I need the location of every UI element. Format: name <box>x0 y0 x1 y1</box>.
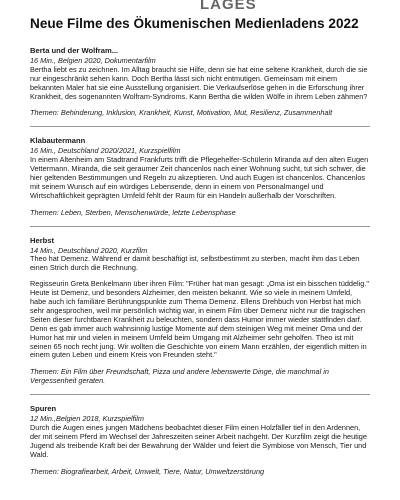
film-title: Berta und der Wolfram... <box>30 46 119 55</box>
organization-logo: LAGES <box>200 0 257 13</box>
film-title: Klabautermann <box>30 136 86 146</box>
description-paragraph: Durch die Augen eines jungen Mädchens beobachtet dieser Film einen Holzfäller tief in den Ardennen, der mit seinem Pferd im Wechsel der Jahreszeiten seiner Arbeit nachgeht. Der Kurzfilm zeigt die heutige Jugend als treibende Kraft bei der Bewahrung der Wälder und feiert die Symbiose von Mensch, Tier und Wald. <box>30 423 367 459</box>
film-meta: 16 Min., Belgien 2020, Dokumentarfilm <box>30 55 156 65</box>
film-themes: Themen: Biografiearbeit, Arbeit, Umwelt, Tiere, Natur, Umweltzerstörung <box>30 466 265 476</box>
film-title: Herbst <box>30 235 55 245</box>
film-description <box>30 424 370 460</box>
film-description <box>30 156 370 201</box>
film-description <box>30 66 370 102</box>
film-list <box>30 47 370 477</box>
film-description <box>30 255 370 360</box>
film-entry-berta <box>30 47 370 118</box>
director-quote: Regisseurin Greta Benkelmann über ihren Film: "Früher hat man gesagt: „Oma ist ein bisschen tüddelig." Heute ist Demenz, und besonders Alzheimer, den meisten bekannt. Wie so viele in meinem Umfeld, habe auch ich familiäre Berührungspunkte zum Thema Demenz. Ellens Drehbuch von Herbst hat mich sehr angesprochen, weil mir persönlich wichtig war, in einem Film über Demenz nicht nur die tragischen Seiten dieser furchtbaren Krankheit zu beleuchten, sondern dass Humor immer wieder stattfinden darf. Denn es gab immer auch wahnsinnig lustige Momente auf dem steinigen Weg mit meiner Oma und der Humor hat mir und vielen in meinem Umfeld beim Umgang mit Alzheimer sehr geholfen. Theo ist mit seinen 65 noch recht jung. Wir wollten die Geschichte von einem Mann erzählen, der eigentlich mitten in einem guten Leben und einem Kreis von Freunden steht." <box>30 279 369 360</box>
film-entry-klabautermann <box>30 137 370 217</box>
film-meta: 12 Min.,Belgien 2018, Kurzspielfilm <box>30 414 144 424</box>
film-meta: 16 Min., Deutschland 2020/2021, Kurzspielfilm <box>30 146 181 156</box>
description-paragraph: Bertha liebt es zu zeichnen. Im Alltag braucht sie Hilfe, denn sie hat eine seltene Krankheit, durch die sie nur eingeschränkt sehen kann. Doch Bertha lässt sich nicht entmutigen. Gemeinsam mit einem bekannten Maler hat sie eine Ausstellung organisiert. Die Verkaufserlöse gehen in die Erforschung ihrer Krankheit, des sogenannten Wolfram-Syndroms. Kann Bertha die wilden Wölfe in ihrem Leben zähmen? <box>30 64 368 101</box>
divider <box>30 394 370 395</box>
divider <box>30 126 370 127</box>
film-entry-spuren <box>30 405 370 476</box>
film-meta: 14 Min., Deutschland 2020, Kurzfilm <box>30 245 148 255</box>
film-themes: Themen: Behinderung, Inklusion, Krankheit, Kunst, Motivation, Mut, Resilienz, Zusammenhalt <box>30 108 333 118</box>
description-paragraph: Theo hat Demenz. Während er damit beschäftigt ist, selbstbestimmt zu sterben, macht ihm das Leben einen Strich durch die Rechnung. <box>30 254 360 273</box>
film-entry-herbst <box>30 237 370 387</box>
page-title: Neue Filme des Ökumenischen Medienladens 2022 <box>30 16 359 31</box>
film-themes: Themen: Leben, Sterben, Menschenwürde, letzte Lebensphase <box>30 207 236 217</box>
film-themes: Themen: Ein Film über Freundschaft, Pizza und andere lebenswerte Dinge, die manchmal in Vergessenheit geraten. <box>30 367 329 386</box>
description-paragraph: In einem Altenheim am Stadtrand Frankfurts trifft die Pflegehelfer-Schülerin Miranda auf den alten Eugen Vettermann. Miranda, die seit geraumer Zeit chancenlos nach einer Wohnung sucht, tut sich schwer, die hier geltenden Bestimmungen und Regeln zu akzeptieren. Und auch Eugen ist chancenlos. Chancenlos mit seinem Wunsch auf ein würdiges Lebensende, denn in einem von Personalmangel und Wirtschaftlichkeit geprägten Umfeld fehlt der Raum für ein Handeln außerhalb der Vorschriften. <box>30 155 369 200</box>
divider <box>30 226 370 227</box>
film-title: Spuren <box>30 404 57 414</box>
